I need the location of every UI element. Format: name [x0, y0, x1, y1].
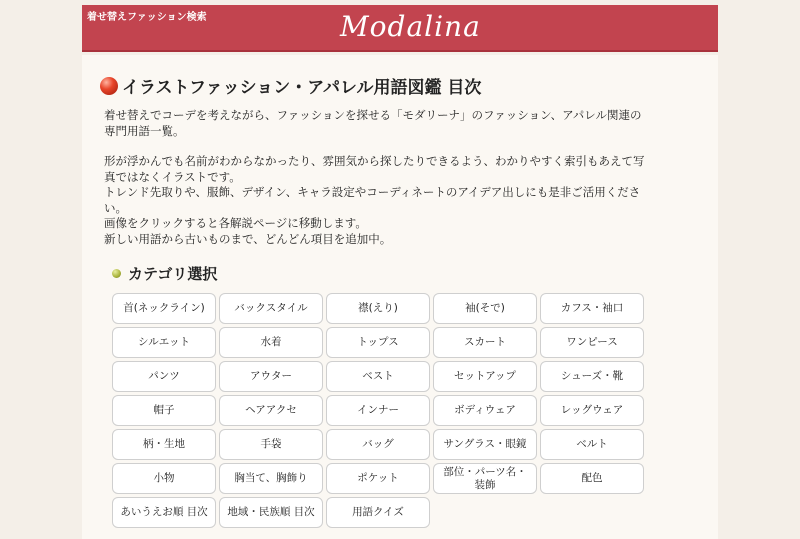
category-button[interactable]: レッグウェア	[540, 395, 644, 426]
category-button[interactable]: ベスト	[326, 361, 430, 392]
category-button[interactable]: アウター	[219, 361, 323, 392]
category-grid	[112, 293, 644, 528]
intro-line: 画像をクリックすると各解説ページに移動します。	[104, 216, 367, 230]
category-button[interactable]: ワンピース	[540, 327, 644, 358]
intro-line: 専門用語一覧。	[104, 123, 185, 138]
category-button[interactable]: ボディウェア	[433, 395, 537, 426]
page-title: イラストファッション・アパレル用語図鑑 目次	[122, 78, 482, 98]
category-button[interactable]: カフス・袖口	[540, 293, 644, 324]
site-header	[82, 5, 718, 52]
intro-line: 新しい用語から古いものまで、どんどん項目を追加中。	[104, 231, 392, 246]
site-tagline[interactable]: 着せ替えファッション検索	[87, 12, 207, 23]
category-section-header	[112, 263, 217, 284]
intro-line: トレンド先取りや、服飾、デザイン、キャラ設定やコーディネートのアイデア出しにも是非ご活用くださ	[104, 185, 641, 199]
category-button[interactable]: 胸当て、胸飾り	[219, 463, 323, 494]
category-button[interactable]: 配色	[540, 463, 644, 494]
intro-line: 形が浮かんでも名前がわからなかったり、雰囲気から探したりできるよう、わかりやすく索引もあえて写	[104, 154, 645, 168]
intro-line: い。	[104, 200, 127, 215]
category-button[interactable]: 小物	[112, 463, 216, 494]
category-button[interactable]: バッグ	[326, 429, 430, 460]
red-ball-icon	[100, 77, 118, 95]
category-button[interactable]: ベルト	[540, 429, 644, 460]
section-title: カテゴリ選択	[128, 265, 218, 283]
category-button[interactable]: スカート	[433, 327, 537, 358]
category-button[interactable]: 袖(そで)	[433, 293, 537, 324]
category-button[interactable]: 用語クイズ	[326, 497, 430, 528]
category-button[interactable]: セットアップ	[433, 361, 537, 392]
category-button[interactable]: サングラス・眼鏡	[433, 429, 537, 460]
category-button[interactable]: 地域・民族順 目次	[219, 497, 323, 528]
title-row	[100, 73, 481, 98]
category-button[interactable]: 首(ネックライン)	[112, 293, 216, 324]
category-button[interactable]: インナー	[326, 395, 430, 426]
category-button[interactable]: バックスタイル	[219, 293, 323, 324]
main-content	[82, 55, 718, 539]
category-button[interactable]: シューズ・靴	[540, 361, 644, 392]
intro-text	[104, 108, 684, 247]
intro-line: 着せ替えでコーデを考えながら、ファッションを探せる「モダリーナ」のファッション、アパレル関連の	[104, 108, 642, 122]
category-button[interactable]: 柄・生地	[112, 429, 216, 460]
category-button[interactable]: 手袋	[219, 429, 323, 460]
category-button[interactable]: ポケット	[326, 463, 430, 494]
category-button[interactable]: 襟(えり)	[326, 293, 430, 324]
site-logo[interactable]: Modalina	[340, 10, 481, 43]
olive-dot-icon	[112, 269, 121, 278]
category-button[interactable]: 部位・パーツ名・装飾	[433, 463, 537, 494]
category-button[interactable]: ヘアアクセ	[219, 395, 323, 426]
category-button[interactable]: パンツ	[112, 361, 216, 392]
category-button[interactable]: シルエット	[112, 327, 216, 358]
intro-line: 真ではなくイラストです。	[104, 169, 241, 184]
category-button[interactable]: 水着	[219, 327, 323, 358]
category-button[interactable]: トップス	[326, 327, 430, 358]
category-button[interactable]: 帽子	[112, 395, 216, 426]
category-button[interactable]: あいうえお順 目次	[112, 497, 216, 528]
